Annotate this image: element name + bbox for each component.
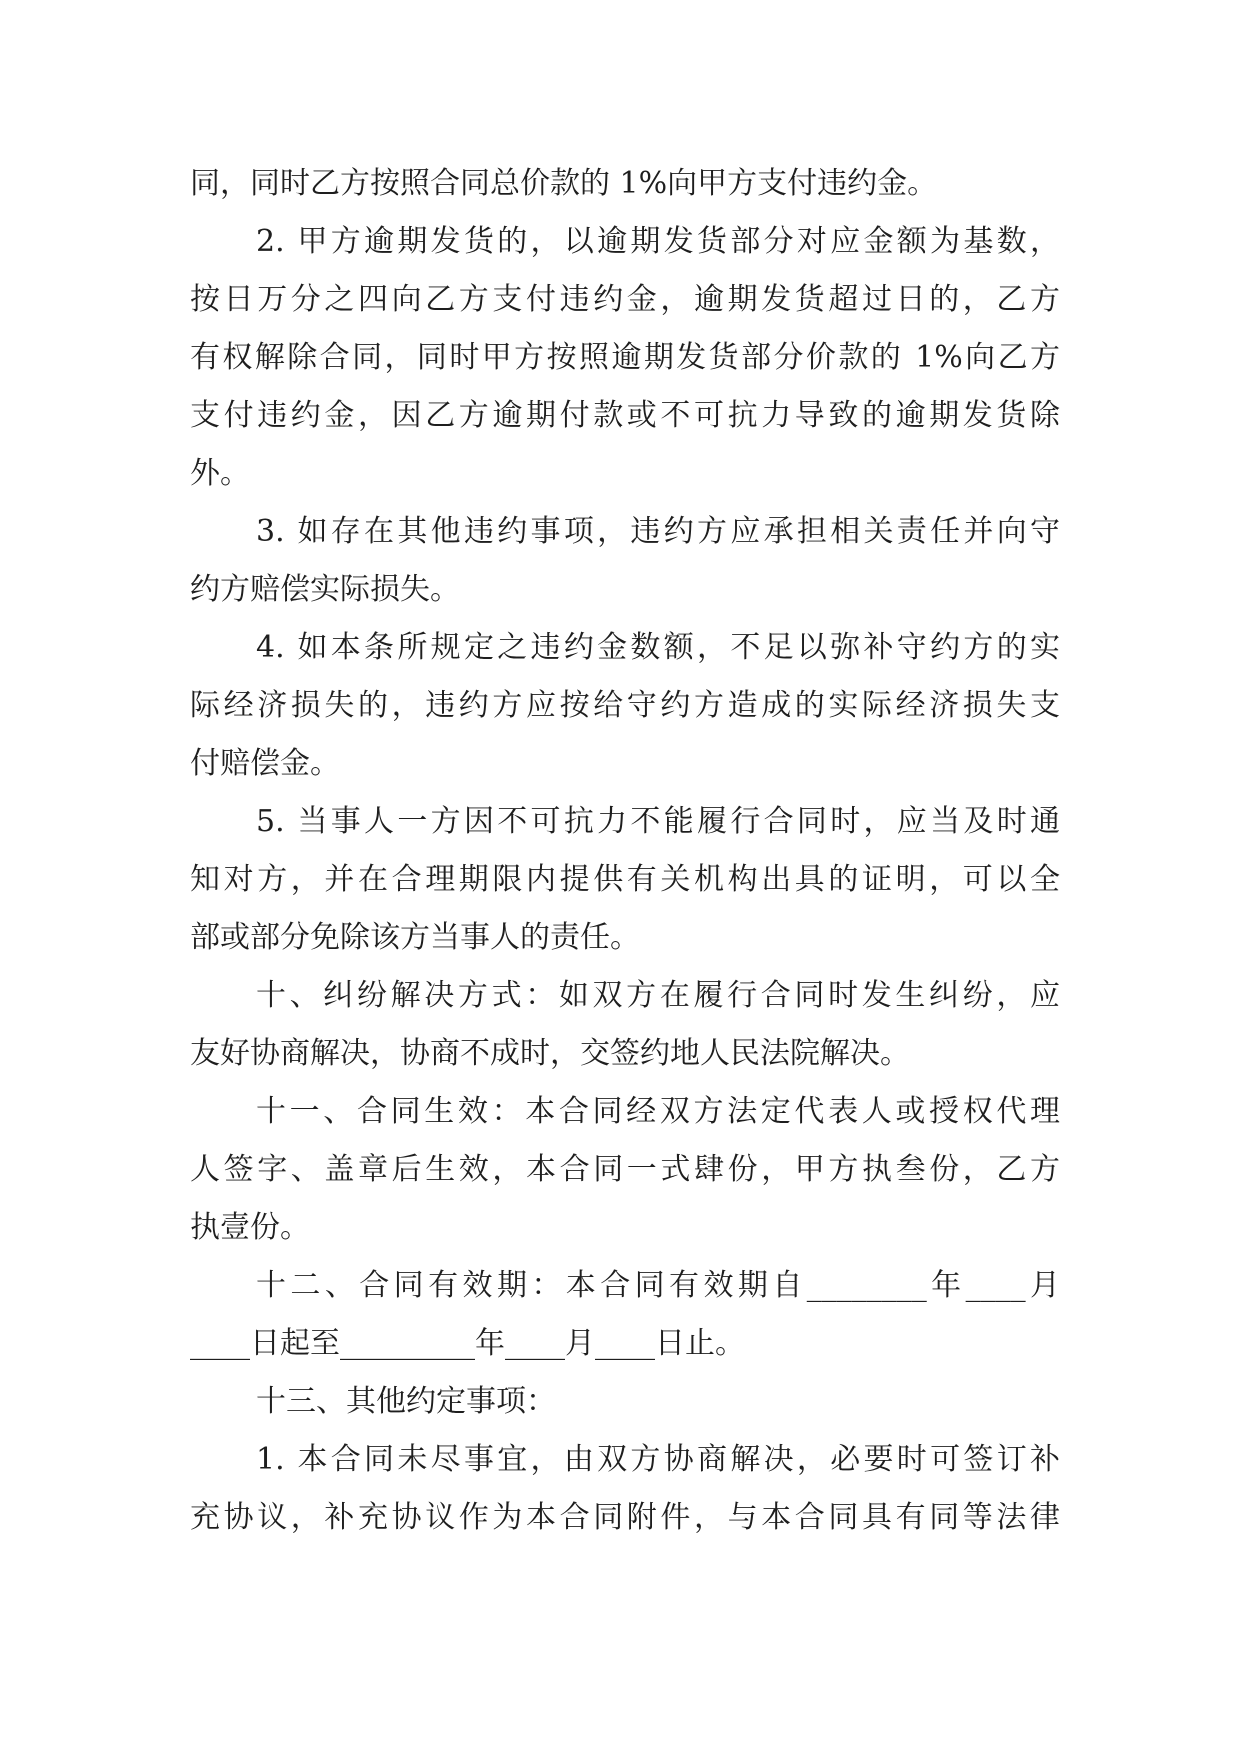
text-line: 友好协商解决，协商不成时，交签约地人民法院解决。 (190, 1036, 910, 1071)
text-line: 十、纠纷解决方式：如双方在履行合同时发生纠纷，应 (256, 978, 1060, 1013)
text-line: 十三、其他约定事项： (256, 1384, 556, 1419)
text-line: 充协议，补充协议作为本合同附件，与本合同具有同等法律 (190, 1500, 1060, 1535)
text-line: 执壹份。 (190, 1210, 310, 1245)
text-line: 部或部分免除该方当事人的责任。 (190, 920, 640, 955)
text-line: 十一、合同生效：本合同经双方法定代表人或授权代理 (256, 1094, 1060, 1129)
text-line: 2. 甲方逾期发货的，以逾期发货部分对应金额为基数， (256, 224, 1060, 259)
text-line: 际经济损失的，违约方应按给守约方造成的实际经济损失支 (190, 688, 1060, 723)
text-line: 十二、合同有效期：本合同有效期自________年____月 (256, 1268, 1060, 1303)
text-line: 1. 本合同未尽事宜，由双方协商解决，必要时可签订补 (256, 1442, 1060, 1477)
text-line: 支付违约金，因乙方逾期付款或不可抗力导致的逾期发货除 (190, 398, 1060, 433)
text-line: 知对方，并在合理期限内提供有关机构出具的证明，可以全 (190, 862, 1060, 897)
text-line: 3. 如存在其他违约事项，违约方应承担相关责任并向守 (256, 514, 1060, 549)
text-line: 付赔偿金。 (190, 746, 340, 781)
text-line: 约方赔偿实际损失。 (190, 572, 460, 607)
text-line: 人签字、盖章后生效，本合同一式肆份，甲方执叁份，乙方 (190, 1152, 1060, 1187)
text-line: ____日起至_________年____月____日止。 (190, 1326, 745, 1361)
text-line: 4. 如本条所规定之违约金数额，不足以弥补守约方的实 (256, 630, 1060, 665)
text-line: 5. 当事人一方因不可抗力不能履行合同时，应当及时通 (256, 804, 1060, 839)
text-line: 外。 (190, 456, 250, 491)
text-line: 同，同时乙方按照合同总价款的 1%向甲方支付违约金。 (190, 166, 938, 201)
text-line: 按日万分之四向乙方支付违约金，逾期发货超过日的，乙方 (190, 282, 1060, 317)
text-line: 有权解除合同，同时甲方按照逾期发货部分价款的 1%向乙方 (190, 340, 1060, 375)
